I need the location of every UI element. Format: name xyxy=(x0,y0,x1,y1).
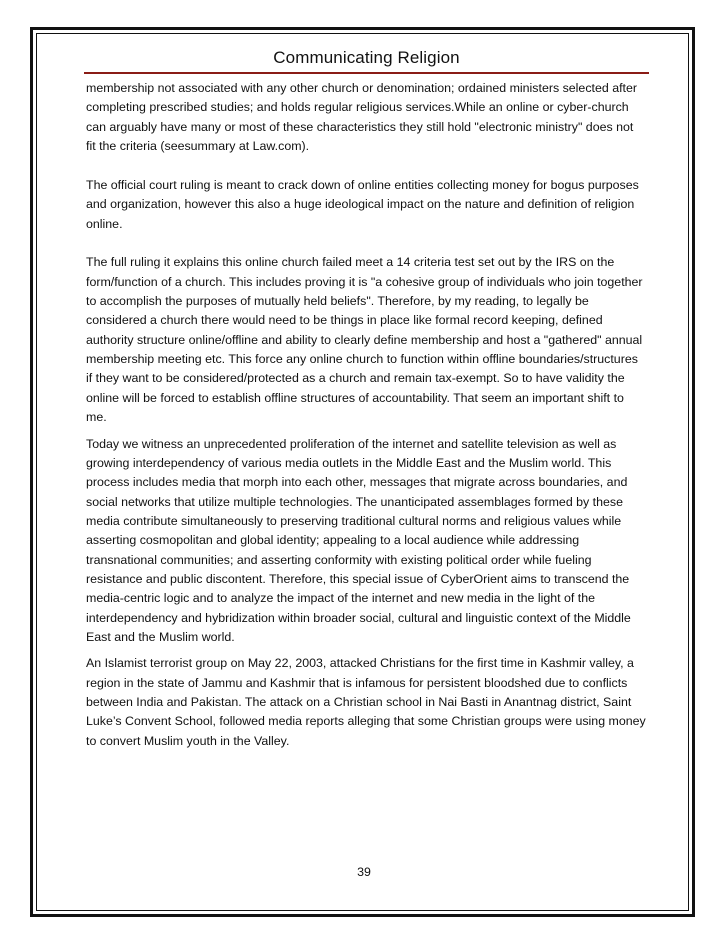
running-header xyxy=(84,46,649,74)
body-text xyxy=(86,79,646,751)
paragraph-1: membership not associated with any other church or denomination; ordained ministers selected after completing prescribed studies; and holds regular religious services.While an online or cyber-church can arguably have many or most of these characteristics they still hold "electronic ministry" does not fit the criteria (seesummary at Law.com). xyxy=(86,81,637,154)
paragraph-3: The full ruling it explains this online church failed meet a 14 criteria test set out by the IRS on the form/function of a church. This includes proving it is "a cohesive group of individuals who join together to accomplish the purposes of mutually held beliefs". Therefore, by my reading, to legally be considered a church there would need to be things in place like formal record keeping, defined authority structure online/offline and ability to clearly define membership and host a "gathered" annual membership meeting etc. This force any online church to function within offline boundaries/structures if they want to be considered/protected as a church and remain tax-exempt. So to have validity the online will be forced to establish offline structures of accountability. That seem an important shift to me. xyxy=(86,255,643,425)
paragraph-5: An Islamist terrorist group on May 22, 2003, attacked Christians for the first time in Kashmir valley, a region in the state of Jammu and Kashmir that is infamous for persistent bloodshed due to conflicts between India and Pakistan. The attack on a Christian school in Nai Basti in Anantnag district, Saint Luke’s Convent School, followed media reports alleging that some Christian groups were using money to convert Muslim youth in the Valley. xyxy=(86,656,646,748)
paragraph-4: Today we witness an unprecedented proliferation of the internet and satellite television as well as growing interdependency of various media outlets in the Middle East and the Muslim world. This process includes media that morph into each other, messages that migrate across boundaries, and social networks that utilize multiple technologies. The unanticipated assemblages formed by these media contribute simultaneously to preserving traditional cultural norms and religious values while asserting cosmopolitan and global identity; appealing to a local audience while addressing transnational communities; and asserting conformity with existing political order while fueling resistance and public discontent. Therefore, this special issue of CyberOrient aims to transcend the media-centric logic and to analyze the impact of the internet and new media in the light of the interdependency and hybridization within broader social, cultural and linguistic context of the Middle East and the Muslim world. xyxy=(86,436,631,644)
header-title: Communicating Religion xyxy=(273,48,460,67)
page-number: 39 xyxy=(357,865,371,879)
paragraph-2: The official court ruling is meant to crack down of online entities collecting money for bogus purposes and organization, however this also a huge ideological impact on the nature and definition of religion online. xyxy=(86,177,639,231)
